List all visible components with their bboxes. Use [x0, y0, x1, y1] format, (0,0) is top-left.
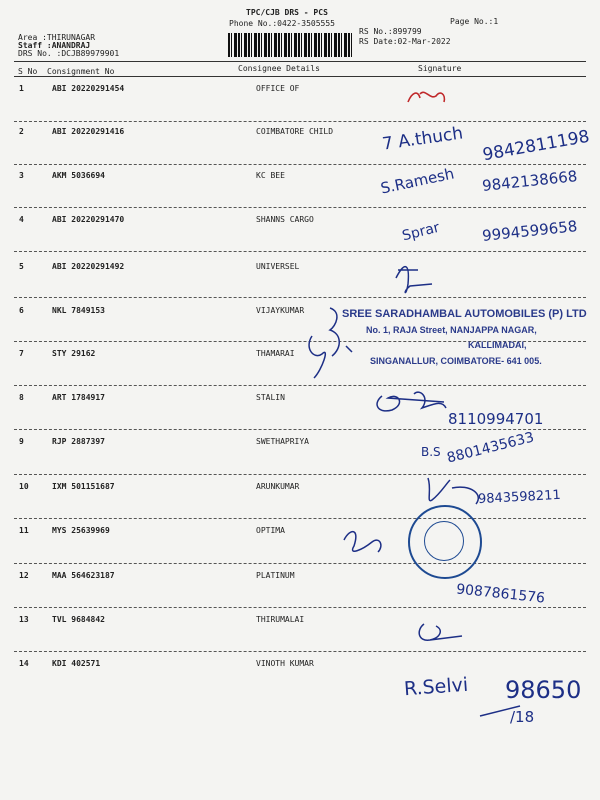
row-sno: 13 [19, 615, 29, 624]
handwritten-phone-row2: 9842811198 [481, 126, 592, 166]
handwritten-name-row14: R.Selvi [403, 673, 469, 701]
col-sno: S No [18, 67, 38, 76]
row-consignee: KC BEE [256, 171, 285, 180]
row-consignee: PLATINUM [256, 571, 295, 580]
row-sno: 1 [19, 84, 24, 93]
stamp-line3: KALLIMADAI, [468, 340, 527, 350]
stamp-line4: SINGANALLUR, COIMBATORE- 641 005. [370, 356, 542, 366]
row-consignee: VIJAYKUMAR [256, 306, 305, 315]
page-number: Page No.:1 [450, 17, 499, 26]
col-consignment: Consignment No [47, 67, 115, 76]
row-consignment: AKM 5036694 [52, 171, 105, 180]
row-sno: 9 [19, 437, 24, 446]
row-consignment: MAA 564623187 [52, 571, 115, 580]
signature-row5 [396, 267, 432, 293]
stamp-line2: No. 1, RAJA Street, NANJAPPA NAGAR, [366, 325, 537, 335]
row-consignment: RJP 2887397 [52, 437, 105, 446]
row-consignment: ABI 20220291416 [52, 127, 125, 136]
handwritten-phone-row9: 8801435633 [445, 429, 536, 467]
row-sno: 5 [19, 262, 24, 271]
row-consignment: KDI 402571 [52, 659, 101, 668]
row-consignee: VINOTH KUMAR [256, 659, 314, 668]
seal-logo-icon [424, 521, 464, 561]
signature-row8 [377, 392, 446, 411]
sheet-title: TPC/CJB DRS - PCS [246, 8, 328, 17]
staff-label: Staff :ANANDRAJ [18, 41, 91, 50]
handwritten-total: /18 [510, 708, 535, 726]
row-consignment: NKL 7849153 [52, 306, 105, 315]
row-consignment: ABI 20220291470 [52, 215, 125, 224]
area-label: Area :THIRUNAGAR [18, 33, 96, 42]
handwritten-phone-row3: 9842138668 [481, 167, 579, 195]
row-sno: 11 [19, 526, 29, 535]
row-consignee: SWETHAPRIYA [256, 437, 309, 446]
row-consignee: OFFICE OF [256, 84, 300, 93]
handwritten-phone-row10: 9843598211 [477, 487, 562, 508]
rs-date: RS Date:02-Mar-2022 [359, 37, 451, 46]
handwritten-name-row9: B.S [421, 445, 441, 459]
rs-number: RS No.:899799 [359, 27, 422, 36]
row-sno: 12 [19, 571, 29, 580]
row-sno: 14 [19, 659, 29, 668]
handwritten-name-row3: S.Ramesh [378, 164, 456, 198]
col-signature: Signature [418, 64, 462, 73]
row-consignment: ART 1784917 [52, 393, 105, 402]
row-consignment: IXM 501151687 [52, 482, 115, 491]
round-seal [408, 505, 482, 579]
handwritten-phone-row4: 9994599658 [481, 217, 579, 245]
signature-row13 [419, 624, 462, 640]
row-sno: 6 [19, 306, 24, 315]
signature-row10 [428, 478, 478, 504]
row-sno: 7 [19, 349, 24, 358]
row-sno: 3 [19, 171, 24, 180]
drs-number: DRS No. :DCJB89979901 [18, 49, 120, 58]
row-consignment: ABI 20220291492 [52, 262, 125, 271]
row-consignee: OPTIMA [256, 526, 285, 535]
company-stamp [342, 308, 587, 378]
signature-row1 [408, 92, 444, 102]
row-consignee: COIMBATORE CHILD [256, 127, 334, 136]
phone-number: Phone No.:0422-3505555 [229, 19, 335, 28]
row-consignment: STY 29162 [52, 349, 96, 358]
row-consignee: THIRUMALAI [256, 615, 305, 624]
row-sno: 2 [19, 127, 24, 136]
row-sno: 10 [19, 482, 29, 491]
row-consignee: ARUNKUMAR [256, 482, 300, 491]
row-consignment: ABI 20220291454 [52, 84, 125, 93]
row-sno: 4 [19, 215, 24, 224]
handwritten-phone-row12: 9087861576 [455, 581, 546, 607]
signature-row11 [344, 532, 381, 552]
row-sno: 8 [19, 393, 24, 402]
handwritten-phone-row8: 8110994701 [448, 410, 544, 428]
row-consignment: MYS 25639969 [52, 526, 110, 535]
handwritten-name-row2: 7 A.thuch [381, 123, 465, 155]
col-consignee: Consignee Details [238, 64, 320, 73]
row-consignee: SHANNS CARGO [256, 215, 314, 224]
row-consignee: STALIN [256, 393, 285, 402]
row-consignment: TVL 9684842 [52, 615, 105, 624]
signature-row7 [309, 336, 325, 378]
stamp-line1: SREE SARADHAMBAL AUTOMOBILES (P) LTD [342, 308, 587, 320]
row-consignee: THAMARAI [256, 349, 295, 358]
handwritten-name-row4: Sprar [400, 219, 442, 245]
row-consignee: UNIVERSEL [256, 262, 300, 271]
handwritten-phone-row14: 98650 [505, 676, 582, 704]
